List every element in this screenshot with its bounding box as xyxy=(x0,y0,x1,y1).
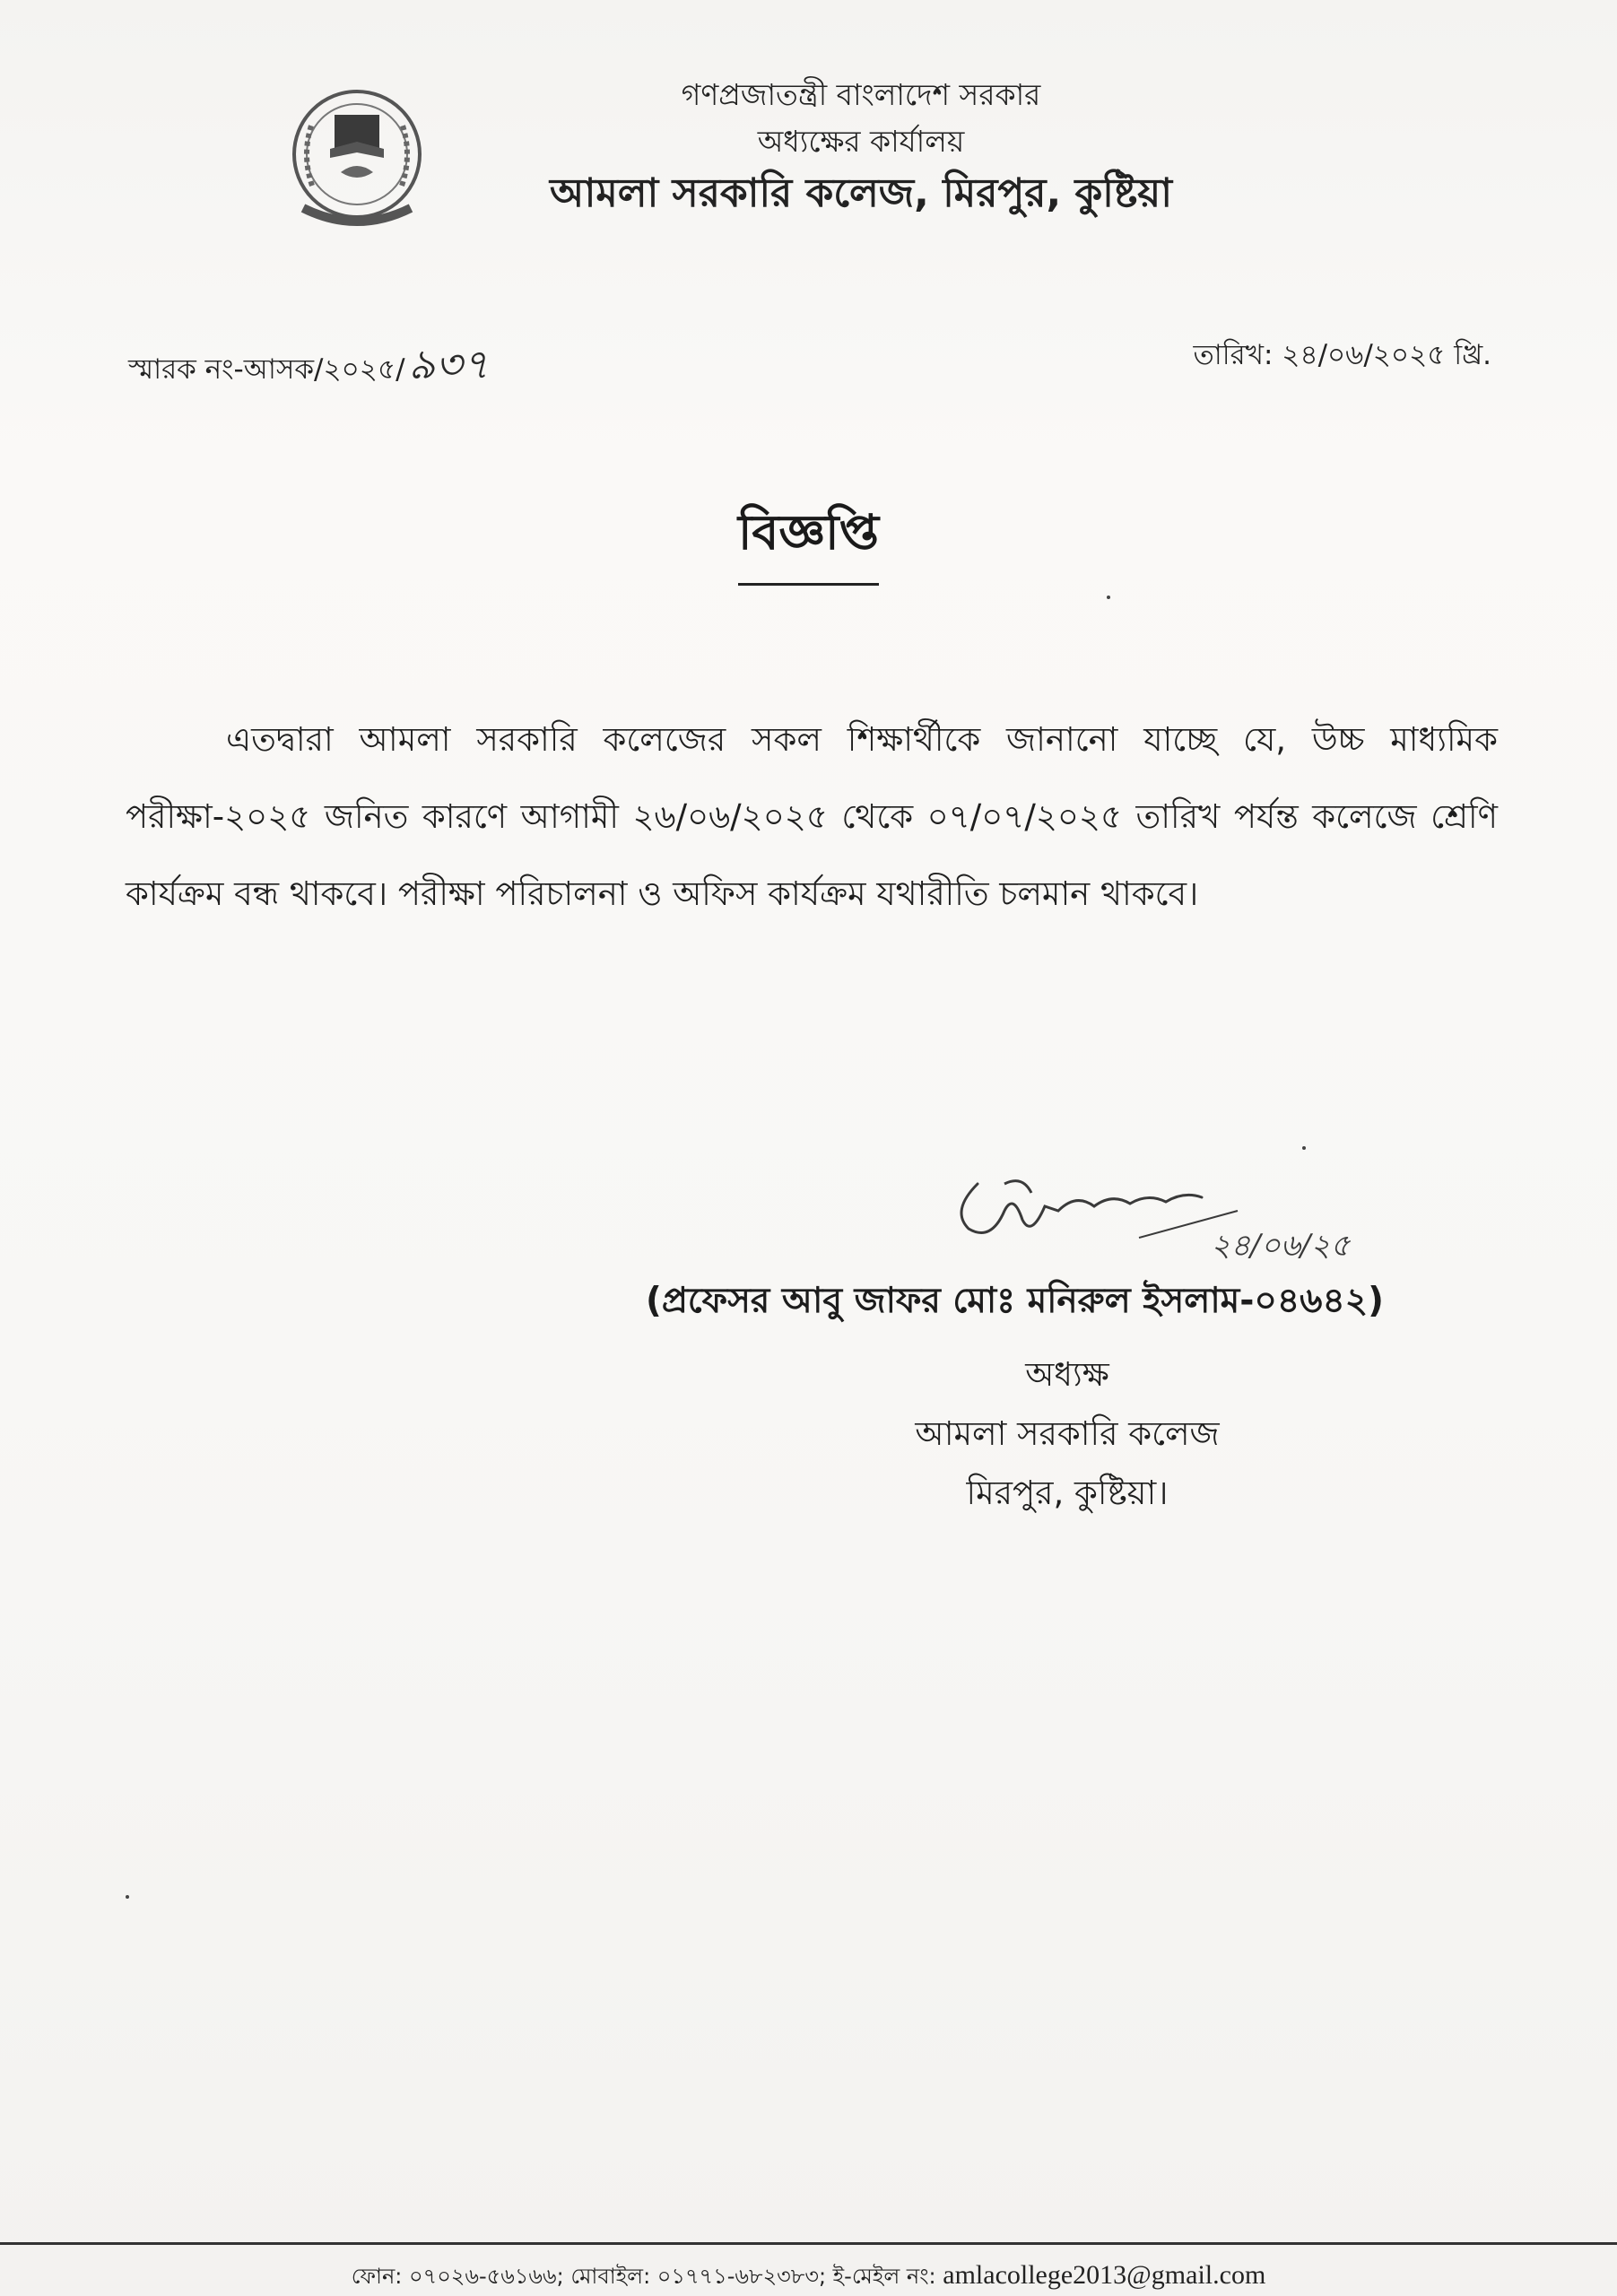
scan-speck xyxy=(126,1895,129,1899)
principal-designation: অধ্যক্ষ xyxy=(1025,1355,1109,1394)
scan-speck xyxy=(1107,596,1110,599)
notice-date: তারিখ: ২৪/০৬/২০২৫ খ্রি. xyxy=(1193,339,1491,371)
footer-contacts xyxy=(0,2260,1617,2296)
memo-prefix: স্মারক নং-আসক/২০২৫/ xyxy=(128,353,405,386)
principal-institution: আমলা সরকারি কলেজ xyxy=(915,1414,1220,1453)
signature-date: ২৪/০৬/২৫ xyxy=(1211,1228,1351,1264)
principal-location: মিরপুর, কুষ্টিয়া। xyxy=(966,1474,1169,1512)
footer-contact-text: ফোন: ০৭০২৬-৫৬১৬৬; মোবাইল: ০১৭৭১-৬৮২৩৮৩; ই-মেইল নং: xyxy=(351,2264,943,2289)
signature-block xyxy=(861,1345,1274,1523)
signature-mark xyxy=(942,1157,1351,1274)
college-logo xyxy=(285,83,429,235)
letterhead xyxy=(502,72,1220,222)
government-name: গণপ্রজাতন্ত্রী বাংলাদেশ সরকার xyxy=(681,77,1041,112)
memo-handwritten-number: ৯৩৭ xyxy=(408,340,490,388)
principal-name: (প্রফেসর আবু জাফর মোঃ মনিরুল ইসলাম-০৪৬৪২) xyxy=(646,1281,1384,1321)
footer-email: amlacollege2013@gmail.com xyxy=(943,2260,1266,2290)
notice-body: এতদ্বারা আমলা সরকারি কলেজের সকল শিক্ষার্থীকে জানানো যাচ্ছে যে, উচ্চ মাধ্যমিক পরীক্ষা-২০২৫ জনিত কারণে আগামী ২৬/০৬/২০২৫ থেকে ০৭/০৭/২০২৫ তারিখ পর্যন্ত কলেজে শ্রেণি কার্যক্রম বন্ধ থাকবে। পরীক্ষা পরিচালনা ও অফিস কার্যক্রম যথারীতি চলমান থাকবে। xyxy=(126,720,1498,913)
office-name: অধ্যক্ষের কার্যালয় xyxy=(757,124,965,159)
notice-title-wrap xyxy=(0,495,1617,586)
memo-number xyxy=(128,334,489,402)
college-name: আমলা সরকারি কলেজ, মিরপুর, কুষ্টিয়া xyxy=(550,170,1172,216)
notice-title: বিজ্ঞপ্তি xyxy=(738,495,879,586)
scan-speck xyxy=(1302,1146,1306,1150)
footer-divider xyxy=(0,2242,1617,2245)
